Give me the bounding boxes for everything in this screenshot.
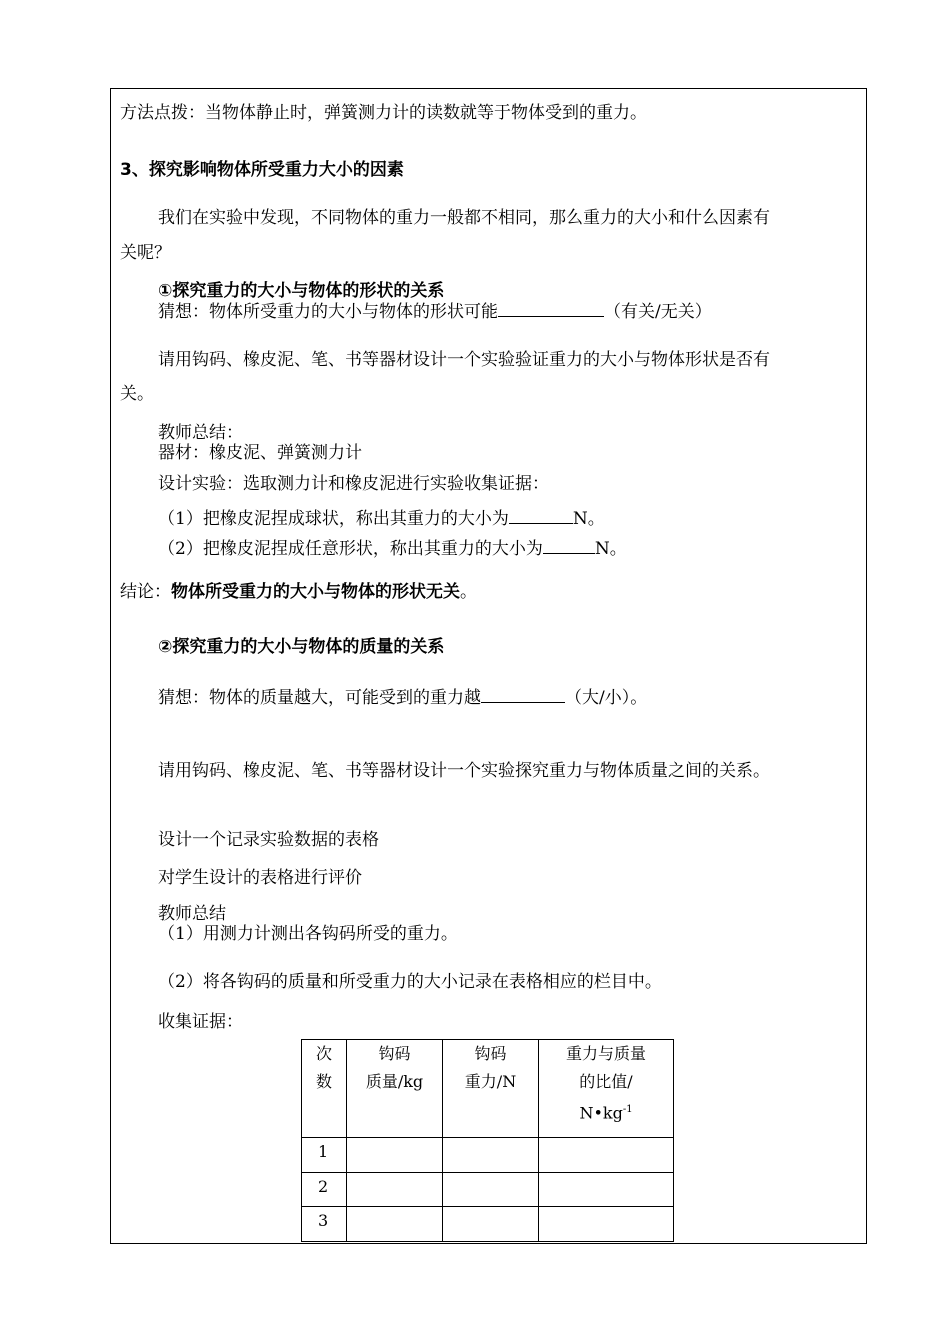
header-mass-line-2: 质量/kg: [365, 1072, 424, 1091]
cell-ratio[interactable]: [539, 1207, 674, 1242]
method-tip: 方法点拨：当物体静止时，弹簧测力计的读数就等于物体受到的重力。: [120, 103, 647, 123]
table-design-line: 设计一个记录实验数据的表格: [158, 830, 379, 850]
conclusion-end: 。: [460, 582, 477, 602]
cell-weight[interactable]: [443, 1207, 539, 1242]
shape-step-1: [158, 507, 605, 529]
row-number: 2: [302, 1173, 347, 1207]
cell-weight[interactable]: [443, 1138, 539, 1173]
table-row: [302, 1138, 674, 1173]
shape-conclusion: [120, 582, 477, 602]
cell-mass[interactable]: [347, 1138, 443, 1173]
mass-guess-prefix: 猜想：物体的质量越大，可能受到的重力越: [158, 688, 481, 708]
header-ratio-line-2: 的比值/: [579, 1072, 633, 1091]
row-number: 1: [302, 1138, 347, 1173]
shape-guess-suffix: （有关/无关）: [604, 302, 712, 322]
shape-step-2-suffix: N。: [594, 539, 627, 559]
materials-line: 器材：橡皮泥、弹簧测力计: [158, 443, 362, 463]
cell-weight[interactable]: [443, 1173, 539, 1207]
table-row: [302, 1207, 674, 1242]
header-hook-mass: [347, 1040, 443, 1138]
mass-guess-suffix: （大/小）。: [565, 688, 648, 708]
teacher-summary-label: 教师总结：: [158, 423, 243, 443]
mass-section-title: ②探究重力的大小与物体的质量的关系: [158, 637, 445, 657]
header-ratio-sup: -1: [622, 1104, 633, 1115]
shape-step-2-blank[interactable]: [543, 537, 595, 554]
shape-design-line-1: 请用钩码、橡皮泥、笔、书等器材设计一个实验验证重力的大小与物体形状是否有: [158, 350, 770, 370]
cell-ratio[interactable]: [539, 1173, 674, 1207]
shape-step-1-prefix: （1）把橡皮泥捏成球状，称出其重力的大小为: [158, 509, 509, 529]
mass-guess-blank[interactable]: [481, 686, 565, 703]
table-header-row: [302, 1040, 674, 1138]
header-ratio: [539, 1040, 674, 1138]
experiment-design-line: 设计实验：选取测力计和橡皮泥进行实验收集证据：: [158, 474, 549, 494]
table-row: [302, 1173, 674, 1207]
header-hook-weight: [443, 1040, 539, 1138]
conclusion-label: 结论：: [120, 582, 171, 602]
cell-ratio[interactable]: [539, 1138, 674, 1173]
header-trial-line-2: 数: [315, 1072, 332, 1091]
shape-section-title: ①探究重力的大小与物体的形状的关系: [158, 281, 445, 301]
header-weight-line-1: 钩码: [474, 1044, 507, 1063]
data-record-table: [301, 1039, 674, 1242]
header-ratio-line-1: 重力与质量: [565, 1044, 646, 1063]
shape-step-2-prefix: （2）把橡皮泥捏成任意形状，称出其重力的大小为: [158, 539, 543, 559]
conclusion-text: 物体所受重力的大小与物体的形状无关: [171, 582, 460, 602]
header-mass-line-1: 钩码: [378, 1044, 411, 1063]
mass-step-1: （1）用测力计测出各钩码所受的重力。: [158, 924, 458, 944]
shape-step-1-suffix: N。: [572, 509, 605, 529]
evaluate-line: 对学生设计的表格进行评价: [158, 868, 362, 888]
header-trial-line-1: 次: [315, 1044, 332, 1063]
mass-teacher-summary: 教师总结: [158, 904, 226, 924]
header-trial-count: [302, 1040, 347, 1138]
cell-mass[interactable]: [347, 1173, 443, 1207]
cell-mass[interactable]: [347, 1207, 443, 1242]
mass-guess: [158, 686, 647, 708]
header-weight-line-2: 重力/N: [464, 1072, 517, 1091]
header-ratio-unit: N•kg: [579, 1103, 623, 1123]
mass-step-2: （2）将各钩码的质量和所受重力的大小记录在表格相应的栏目中。: [158, 972, 662, 992]
mass-design: 请用钩码、橡皮泥、笔、书等器材设计一个实验探究重力与物体质量之间的关系。: [158, 761, 770, 781]
shape-design-line-2: 关。: [120, 384, 154, 404]
shape-guess-prefix: 猜想：物体所受重力的大小与物体的形状可能: [158, 302, 498, 322]
intro-line-2: 关呢？: [120, 243, 171, 263]
shape-guess-blank[interactable]: [498, 300, 604, 317]
shape-step-1-blank[interactable]: [509, 507, 573, 524]
shape-step-2: [158, 537, 627, 559]
collect-evidence-label: 收集证据：: [158, 1012, 243, 1032]
header-ratio-line-3: [539, 1096, 673, 1127]
section-3-title: 3、探究影响物体所受重力大小的因素: [120, 160, 404, 180]
shape-guess: [158, 300, 712, 322]
intro-line-1: 我们在实验中发现，不同物体的重力一般都不相同，那么重力的大小和什么因素有: [158, 208, 770, 228]
row-number: 3: [302, 1207, 347, 1242]
